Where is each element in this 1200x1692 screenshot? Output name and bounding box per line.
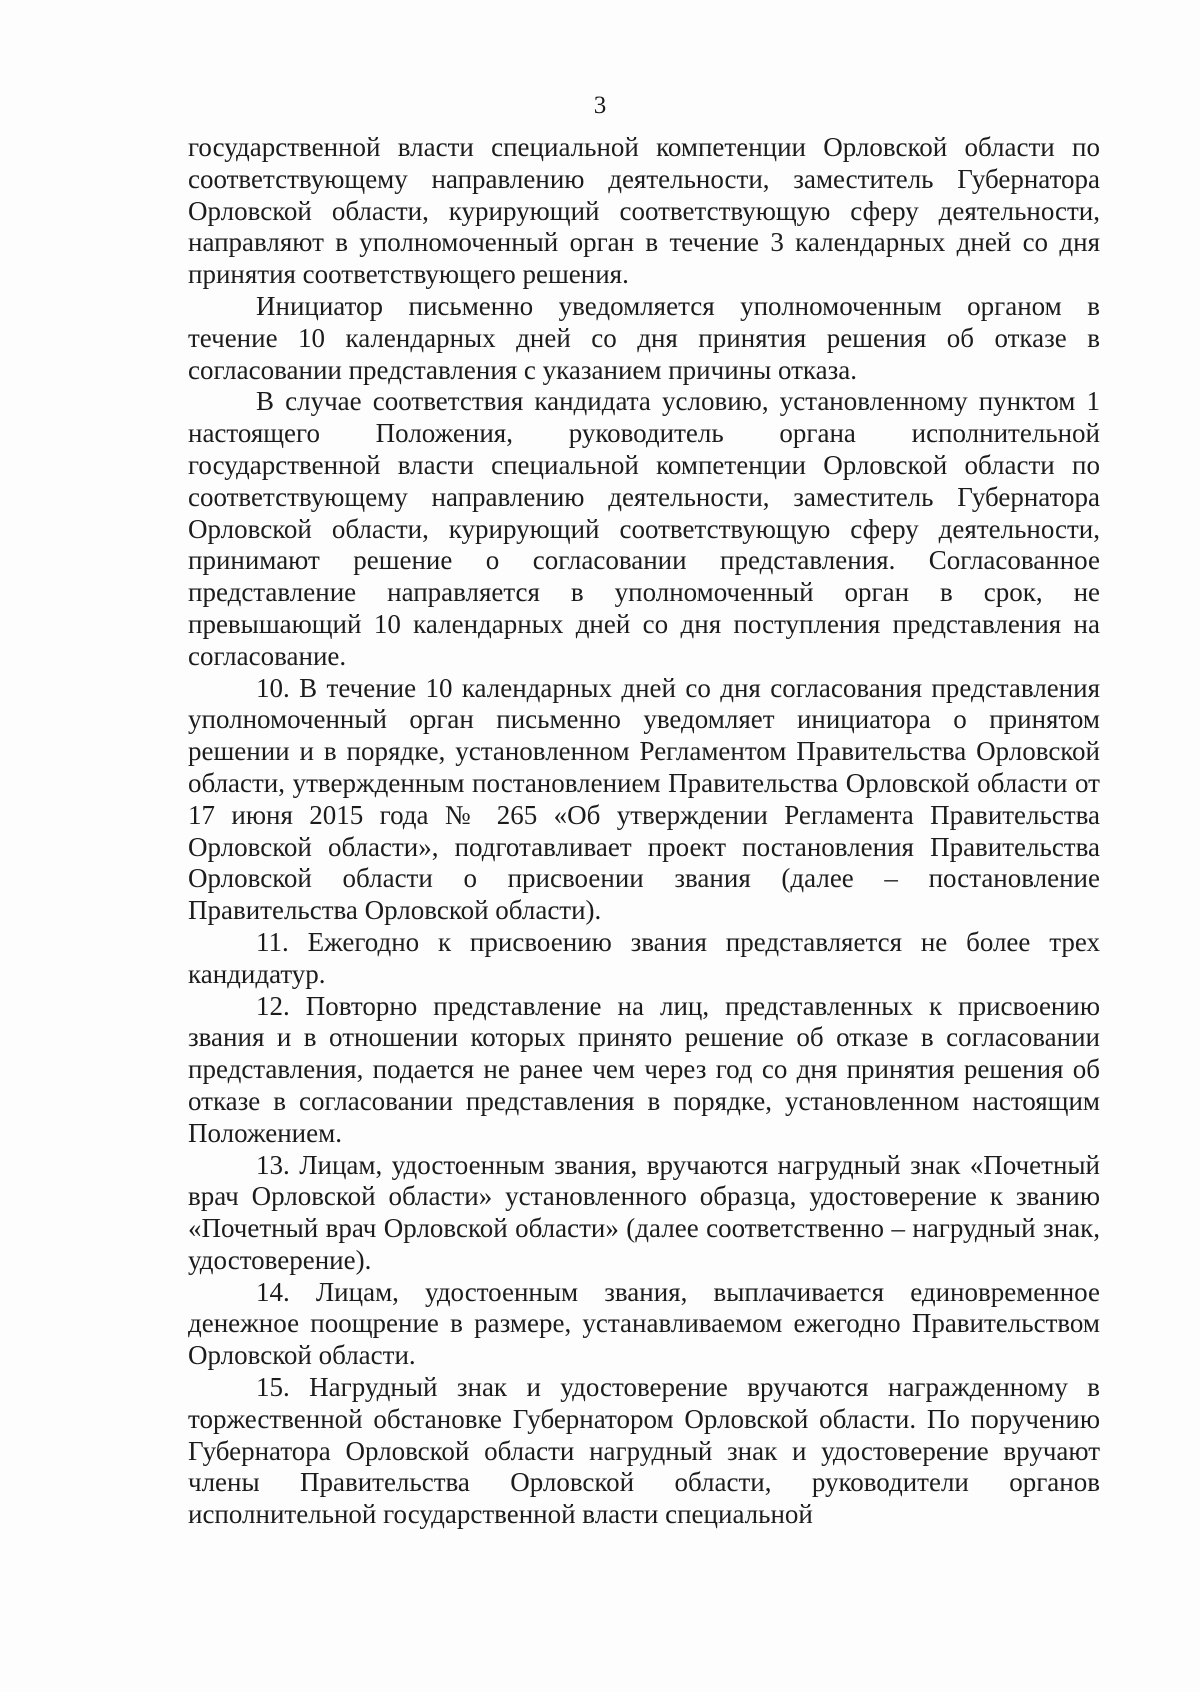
paragraph: государственной власти специальной компетенции Орловской области по соответствующему направлению деятельности, заместитель Губернатора Орловской области, курирующий соответствующую сферу деятельности, направляют в уполномоченный орган в течение 3 календарных дней со дня принятия соответствующего решения. — [188, 132, 1100, 290]
paragraph: Инициатор письменно уведомляется уполномоченным органом в течение 10 календарных дней со дня принятия решения об отказе в согласовании представления с указанием причины отказа. — [188, 290, 1100, 385]
paragraph: 11. Ежегодно к присвоению звания представляется не более трех кандидатур. — [188, 926, 1100, 989]
document-body — [188, 132, 1100, 1531]
page-number: 3 — [593, 92, 607, 119]
paragraph: 15. Нагрудный знак и удостоверение вручаются награжденному в торжественной обстановке Губернатором Орловской области. По поручению Губернатора Орловской области нагрудный знак и удостоверение вручают члены Правительства Орловской области, руководители органов исполнительной государственной власти специальной — [188, 1372, 1100, 1530]
paragraph: 13. Лицам, удостоенным звания, вручаются нагрудный знак «Почетный врач Орловской области» установленного образца, удостоверение к званию «Почетный врач Орловской области» (далее соответственно – нагрудный знак, удостоверение). — [188, 1149, 1100, 1275]
paragraph: 12. Повторно представление на лиц, представленных к присвоению звания и в отношении которых принято решение об отказе в согласовании представления, подается не ранее чем через год со дня принятия решения об отказе в согласовании представления в порядке, установленном настоящим Положением. — [188, 990, 1100, 1148]
paragraph: В случае соответствия кандидата условию, установленному пунктом 1 настоящего Положения, руководитель органа исполнительной государственной власти специальной компетенции Орловской области по соответствующему направлению деятельности, заместитель Губернатора Орловской области, курирующий соответствующую сферу деятельности, принимают решение о согласовании представления. Согласованное представление направляется в уполномоченный орган в срок, не превышающий 10 календарных дней со дня поступления представления на согласование. — [188, 386, 1100, 671]
paragraph: 14. Лицам, удостоенным звания, выплачивается единовременное денежное поощрение в размере, устанавливаемом ежегодно Правительством Орловской области. — [188, 1276, 1100, 1371]
paragraph: 10. В течение 10 календарных дней со дня согласования представления уполномоченный орган письменно уведомляет инициатора о принятом решении и в порядке, установленном Регламентом Правительства Орловской области, утвержденным постановлением Правительства Орловской области от 17 июня 2015 года № 265 «Об утверждении Регламента Правительства Орловской области», подготавливает проект постановления Правительства Орловской области о присвоении звания (далее – постановление Правительства Орловской области). — [188, 672, 1100, 926]
